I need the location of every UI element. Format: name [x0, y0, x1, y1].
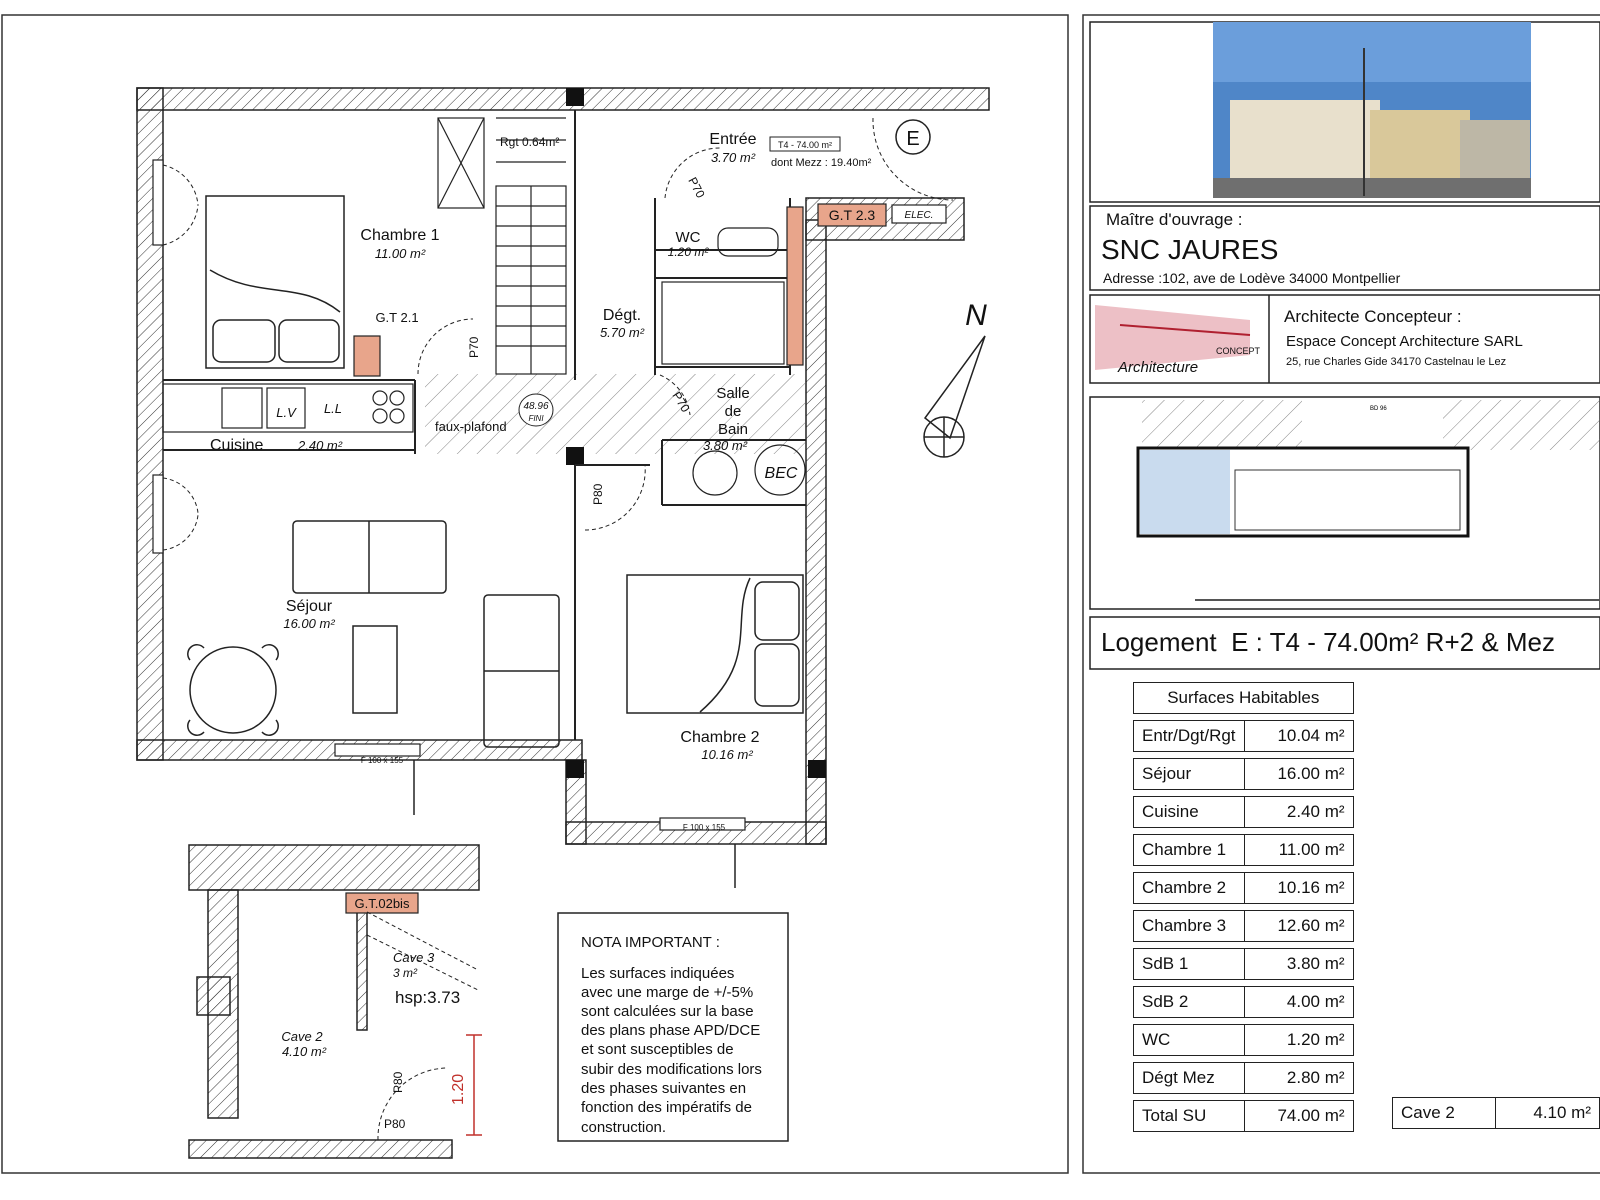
row-key: Dégt Mez: [1134, 1063, 1245, 1094]
row-value: 2.40 m²: [1244, 797, 1353, 828]
gt-2-3-duct: [787, 207, 803, 365]
chambre-2-area: 10.16 m²: [701, 747, 753, 762]
level-value: 48.96: [523, 401, 549, 412]
cave-value: 4.10 m²: [1496, 1098, 1600, 1129]
north-label: N: [965, 299, 987, 332]
row-value: 74.00 m²: [1244, 1101, 1353, 1132]
row-value: 16.00 m²: [1244, 759, 1353, 790]
note-line: avec une marge de +/-5%: [581, 984, 754, 1001]
sdb-label-2: de: [724, 403, 742, 420]
note-line: subir des modifications lors: [581, 1061, 762, 1078]
building-photo: [1213, 22, 1531, 198]
row-value: 12.60 m²: [1244, 911, 1353, 942]
door-p70-c: P70: [669, 389, 693, 415]
entree-label: Entrée: [709, 131, 757, 148]
note-line: fonction des impératifs de: [581, 1099, 752, 1116]
note-line: des phases suivantes en: [581, 1080, 747, 1097]
row-value: 11.00 m²: [1244, 835, 1353, 866]
dimension-line: [466, 1035, 482, 1135]
owner-label: Maître d'ouvrage :: [1106, 210, 1243, 229]
logo-text: Architecture: [1118, 359, 1199, 376]
row-key: Entr/Dgt/Rgt: [1134, 721, 1245, 752]
windows: [153, 160, 745, 830]
bathroom-fixtures: [662, 228, 805, 495]
note-line: sont calculées sur la base: [581, 1003, 754, 1020]
bec-label: BEC: [764, 465, 798, 482]
lv-label: L.V: [276, 405, 296, 420]
row-key: Séjour: [1134, 759, 1245, 790]
staircase: [438, 118, 566, 374]
cave-key: Cave 2: [1393, 1098, 1496, 1129]
note-line: des plans phase APD/DCE: [581, 1022, 761, 1039]
sdb-label-3: Bain: [717, 421, 749, 438]
cave-table: [1392, 1097, 1600, 1129]
row-key: Total SU: [1134, 1101, 1245, 1132]
table-row-total: [1134, 1101, 1354, 1132]
window-2-label: F 100 x 155: [682, 823, 726, 832]
cave-3-label: Cave 3: [393, 950, 435, 965]
dgt-label: Dégt.: [602, 307, 642, 324]
table-row: [1134, 911, 1354, 942]
entree-area: 3.70 m²: [710, 150, 756, 165]
table-row: [1134, 1025, 1354, 1056]
cave-2-area: 4.10 m²: [281, 1044, 327, 1059]
architect-address: 25, rue Charles Gide 34170 Castelnau le Lez: [1286, 356, 1507, 368]
rgt-label: Rgt 0.64m²: [500, 135, 560, 149]
cave-3-area: 3 m²: [393, 966, 417, 980]
table-row: [1134, 721, 1354, 752]
owner-address: Adresse :102, ave de Lodève 34000 Montpellier: [1103, 270, 1401, 286]
doors: [163, 118, 953, 550]
row-key: SdB 2: [1134, 987, 1245, 1018]
table-row: [1134, 759, 1354, 790]
bed-chambre-1: [206, 196, 344, 368]
row-key: Chambre 3: [1134, 911, 1245, 942]
row-key: WC: [1134, 1025, 1245, 1056]
gt-2-1-duct: [354, 336, 380, 376]
logement-title: Logement E : T4 - 74.00m² R+2 & Mez: [1101, 627, 1556, 657]
owner-name: SNC JAURES: [1101, 234, 1279, 265]
hsp-label: hsp:3.73: [395, 988, 461, 1007]
bed-chambre-2: [627, 575, 803, 713]
sejour-area: 16.00 m²: [283, 616, 335, 631]
entry-letter: E: [906, 128, 920, 150]
dgt-area: 5.70 m²: [599, 325, 645, 340]
chambre-1-label: Chambre 1: [360, 227, 440, 244]
chambre-1-area: 11.00 m²: [374, 246, 426, 261]
mezz-label: dont Mezz : 19.40m²: [771, 157, 872, 169]
table-row: [1134, 987, 1354, 1018]
row-value: 10.16 m²: [1244, 873, 1353, 904]
row-key: SdB 1: [1134, 949, 1245, 980]
sejour-label: Séjour: [285, 598, 333, 615]
faux-plafond-label: faux-plafond: [435, 419, 507, 434]
ll-label: L.L: [323, 401, 343, 416]
window-1-label: F 100 x 155: [360, 756, 404, 765]
table-row: [1393, 1098, 1600, 1129]
site-plan-label: BD 96: [1370, 406, 1387, 412]
exterior-walls: [137, 88, 989, 844]
table-row: [1134, 873, 1354, 904]
note-line: Les surfaces indiquées: [581, 965, 735, 982]
elec-label: ELEC.: [904, 210, 934, 221]
architect-label: Architecte Concepteur :: [1284, 307, 1462, 326]
row-value: 3.80 m²: [1244, 949, 1353, 980]
row-value: 10.04 m²: [1244, 721, 1353, 752]
north-arrow-icon: [924, 336, 985, 457]
cave-2-label: Cave 2: [281, 1029, 323, 1044]
row-value: 2.80 m²: [1244, 1063, 1353, 1094]
wc-area: 1.20 m²: [667, 245, 709, 259]
dimension-value: 1.20: [450, 1073, 467, 1105]
gt-02bis-label: G.T.02bis: [354, 896, 410, 911]
note-line: construction.: [581, 1119, 667, 1136]
table-row: [1134, 1063, 1354, 1094]
door-p80-c: P80: [384, 1117, 406, 1131]
level-fini: FINI: [528, 414, 544, 423]
cuisine-label: Cuisine: [210, 437, 264, 454]
table-row: [1134, 797, 1354, 828]
architect-name: Espace Concept Architecture SARL: [1286, 333, 1523, 350]
door-p70-a: P70: [467, 336, 481, 358]
gt-2-3-label: G.T 2.3: [828, 207, 876, 223]
door-p80-a: P80: [591, 483, 605, 505]
cuisine-area: 2.40 m²: [298, 438, 343, 453]
chambre-2-label: Chambre 2: [680, 729, 760, 746]
living-furniture: [188, 521, 559, 747]
logo-text-concept: CONCEPT: [1216, 346, 1261, 356]
table-row: [1134, 949, 1354, 980]
row-value: 4.00 m²: [1244, 987, 1353, 1018]
surfaces-table: [1133, 682, 1354, 1132]
gt-2-1-label: G.T 2.1: [375, 310, 419, 325]
wc-label: WC: [675, 229, 701, 246]
table-row: [1134, 835, 1354, 866]
note-line: et sont susceptibles de: [581, 1041, 734, 1058]
sdb-area: 3.80 m²: [702, 438, 748, 453]
t4-tag-text: T4 - 74.00 m²: [777, 140, 833, 150]
door-p80-b: P80: [391, 1071, 405, 1093]
door-p70-b: P70: [685, 174, 708, 201]
row-value: 1.20 m²: [1244, 1025, 1353, 1056]
row-key: Cuisine: [1134, 797, 1245, 828]
row-key: Chambre 1: [1134, 835, 1245, 866]
surfaces-header: Surfaces Habitables: [1134, 683, 1354, 714]
sdb-label-1: Salle: [716, 385, 750, 402]
row-key: Chambre 2: [1134, 873, 1245, 904]
note-title: NOTA IMPORTANT :: [581, 934, 720, 951]
